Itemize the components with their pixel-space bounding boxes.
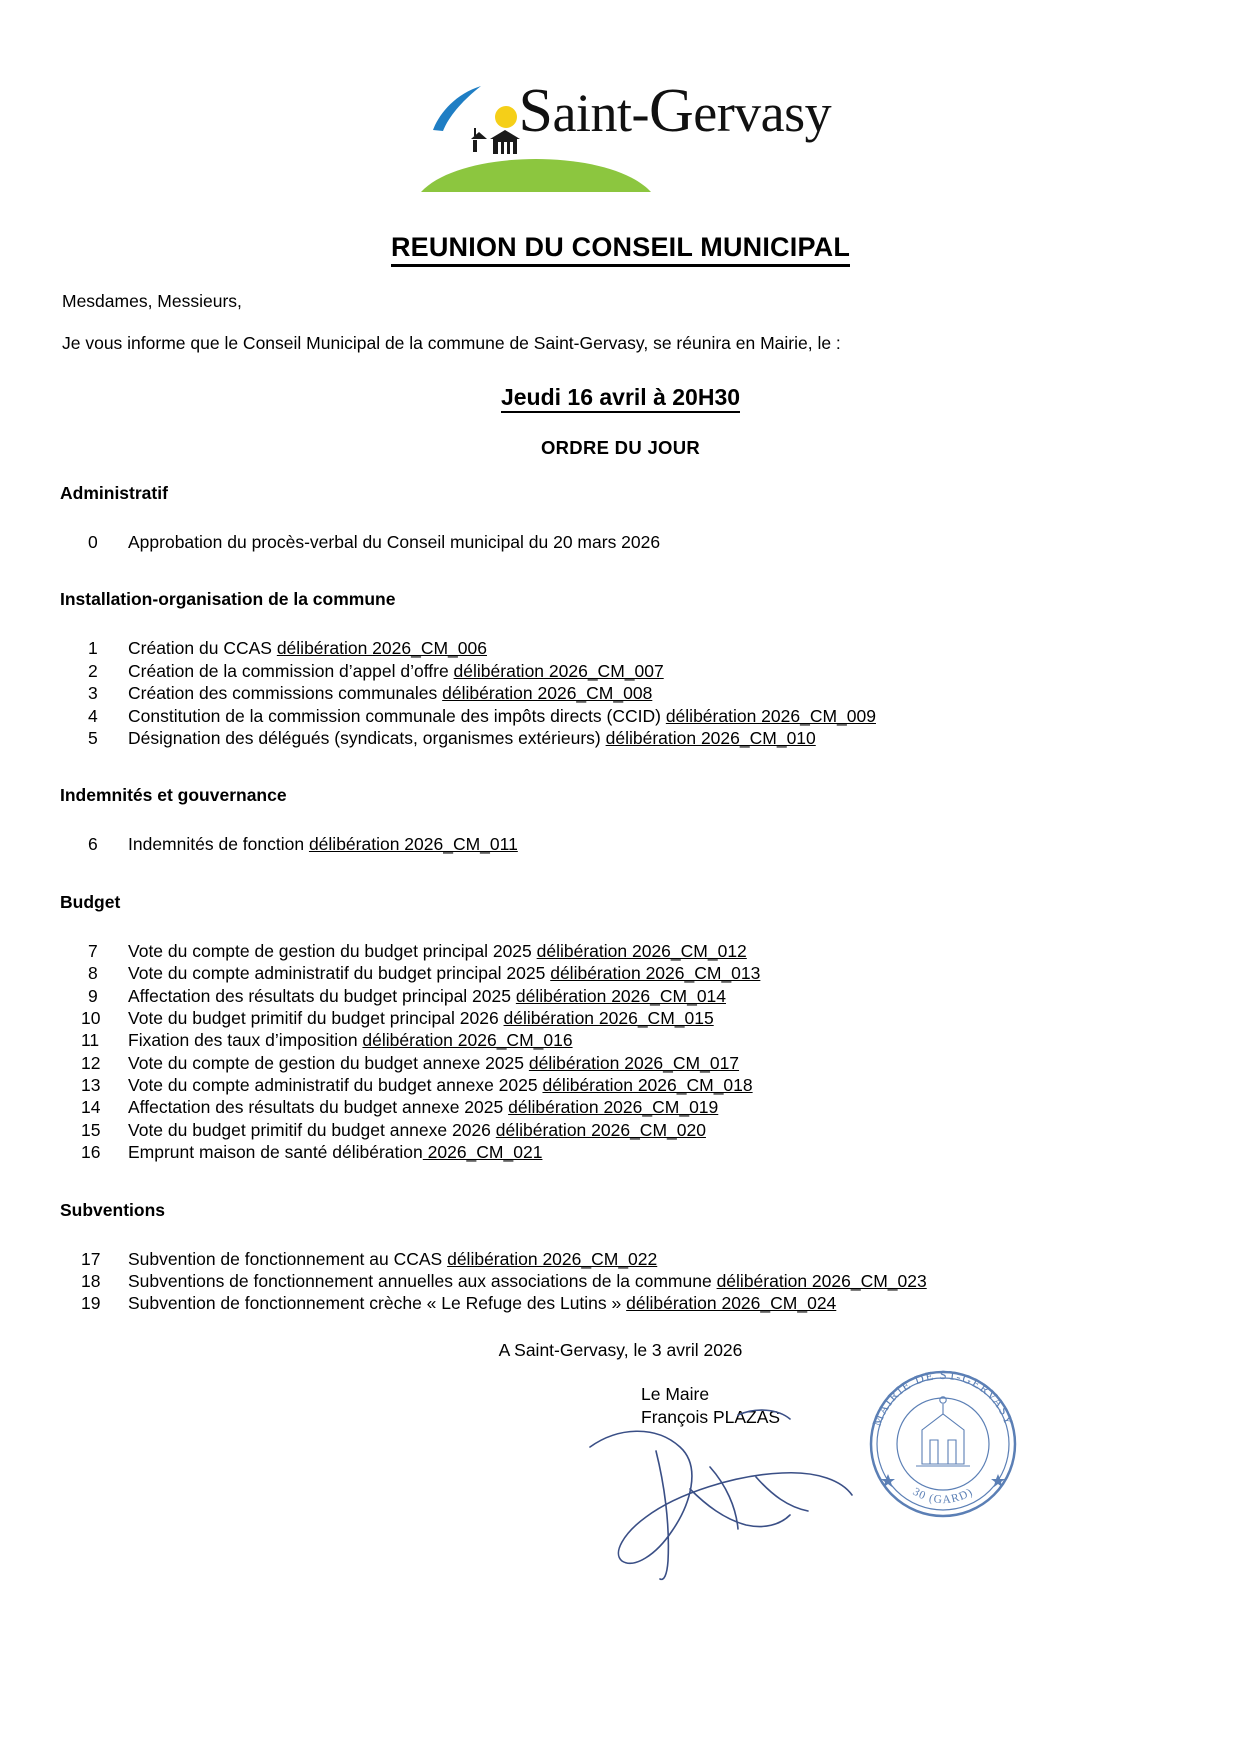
agenda-item-number: 3 bbox=[88, 683, 98, 704]
svg-text:MAIRIE DE ST-GERVASY: MAIRIE DE ST-GERVASY bbox=[869, 1367, 1017, 1429]
logo-text-ervasy: ervasy bbox=[693, 83, 832, 143]
deliberation-reference-link[interactable]: délibération 2026_CM_020 bbox=[495, 1119, 706, 1140]
spacer bbox=[0, 913, 1241, 940]
deliberation-reference-link[interactable]: délibération 2026_CM_023 bbox=[716, 1271, 927, 1292]
agenda-sections bbox=[0, 483, 1241, 1351]
meeting-date-text: Jeudi 16 avril à 20H30 bbox=[501, 384, 740, 413]
spacer bbox=[0, 856, 1241, 892]
agenda-item-text-wrapper bbox=[128, 1270, 927, 1292]
agenda-item-number: 14 bbox=[81, 1097, 101, 1118]
agenda-item-label: Affectation des résultats du budget annexe 2025 bbox=[128, 1097, 509, 1118]
agenda-item-label: Vote du budget primitif du budget principal 2026 bbox=[128, 1007, 504, 1028]
agenda-item bbox=[0, 637, 1241, 659]
agenda-item-label: Vote du compte de gestion du budget principal 2025 bbox=[128, 940, 537, 961]
agenda-item-label: Subventions de fonctionnement annuelles aux associations de la commune bbox=[128, 1271, 717, 1292]
agenda-item-label: Emprunt maison de santé délibération bbox=[128, 1142, 423, 1163]
deliberation-reference-link[interactable]: délibération 2026_CM_012 bbox=[536, 940, 747, 961]
agenda-item-label: Constitution de la commission communale des impôts directs (CCID) bbox=[128, 705, 666, 726]
logo-text-aint: aint- bbox=[552, 83, 649, 143]
spacer bbox=[0, 1164, 1241, 1200]
agenda-item-label: Subvention de fonctionnement crèche « Le Refuge des Lutins » bbox=[128, 1293, 627, 1314]
agenda-item-text-wrapper bbox=[128, 962, 760, 984]
agenda-item bbox=[0, 1074, 1241, 1096]
agenda-item-text-wrapper bbox=[128, 940, 747, 962]
agenda-item bbox=[0, 1270, 1241, 1292]
deliberation-reference-link[interactable]: délibération 2026_CM_022 bbox=[447, 1248, 658, 1269]
agenda-item-number: 16 bbox=[81, 1142, 101, 1163]
spacer bbox=[0, 553, 1241, 589]
page-title-text: REUNION DU CONSEIL MUNICIPAL bbox=[391, 232, 850, 267]
agenda-item bbox=[0, 1248, 1241, 1270]
agenda-item-text-wrapper bbox=[128, 1029, 573, 1051]
salutation-text: Mesdames, Messieurs, bbox=[62, 291, 242, 311]
agenda-section bbox=[0, 1200, 1241, 1351]
agenda-item bbox=[0, 727, 1241, 749]
agenda-item-text-wrapper bbox=[128, 531, 660, 553]
deliberation-reference-link[interactable]: délibération 2026_CM_009 bbox=[665, 705, 876, 726]
agenda-item-number: 11 bbox=[81, 1030, 100, 1051]
agenda-item-label: Subvention de fonctionnement au CCAS bbox=[128, 1248, 448, 1269]
intro-paragraph: Je vous informe que le Conseil Municipal de la commune de Saint-Gervasy, se réunira en Mairie, le : bbox=[62, 333, 841, 353]
deliberation-reference-link[interactable]: délibération 2026_CM_006 bbox=[276, 638, 487, 659]
agenda-item bbox=[0, 531, 1241, 553]
place-and-date: A Saint-Gervasy, le 3 avril 2026 bbox=[498, 1340, 743, 1360]
agenda-item-number: 18 bbox=[81, 1271, 101, 1292]
agenda-item-number: 8 bbox=[88, 963, 98, 984]
agenda-item-label: Vote du compte administratif du budget annexe 2025 bbox=[128, 1075, 543, 1096]
agenda-item-text-wrapper bbox=[128, 985, 726, 1007]
agenda-item bbox=[0, 1052, 1241, 1074]
agenda-item bbox=[0, 1119, 1241, 1141]
deliberation-reference-link[interactable]: délibération 2026_CM_018 bbox=[542, 1075, 753, 1096]
agenda-item-label: Désignation des délégués (syndicats, organismes extérieurs) bbox=[128, 727, 606, 748]
agenda-item-text-wrapper bbox=[128, 1052, 739, 1074]
agenda-item-number: 6 bbox=[88, 834, 98, 855]
agenda-item-number: 12 bbox=[81, 1052, 101, 1073]
logo-wordmark bbox=[519, 76, 832, 147]
deliberation-reference-link[interactable]: délibération 2026_CM_017 bbox=[528, 1052, 740, 1073]
agenda-item-label: Création des commissions communales bbox=[128, 683, 443, 704]
deliberation-reference-link[interactable]: délibération 2026_CM_014 bbox=[515, 985, 727, 1006]
agenda-item-number: 4 bbox=[88, 705, 98, 726]
agenda-item bbox=[0, 682, 1241, 704]
agenda-item-text-wrapper bbox=[128, 682, 652, 704]
agenda-item bbox=[0, 1007, 1241, 1029]
agenda-item-number: 1 bbox=[88, 638, 98, 659]
agenda-item-number: 15 bbox=[81, 1119, 101, 1140]
page-title bbox=[0, 232, 1241, 263]
agenda-item bbox=[0, 940, 1241, 962]
agenda-item-label: Approbation du procès-verbal du Conseil municipal du 20 mars 2026 bbox=[128, 532, 661, 552]
agenda-item-number: 0 bbox=[88, 532, 98, 552]
logo-letter-g: G bbox=[648, 77, 694, 145]
agenda-item bbox=[0, 985, 1241, 1007]
deliberation-reference-link[interactable]: délibération 2026_CM_024 bbox=[626, 1293, 837, 1314]
agenda-item-label: Vote du budget primitif du budget annexe 2026 bbox=[128, 1119, 496, 1140]
agenda-item-label: Vote du compte administratif du budget principal 2025 bbox=[128, 963, 551, 984]
deliberation-reference-link[interactable]: délibération 2026_CM_015 bbox=[503, 1007, 714, 1028]
agenda-item bbox=[0, 1292, 1241, 1314]
agenda-heading: ORDRE DU JOUR bbox=[540, 437, 701, 458]
agenda-item-number: 13 bbox=[81, 1075, 101, 1096]
green-hill-shape bbox=[421, 144, 651, 192]
signer-name: François PLAZAS bbox=[641, 1406, 781, 1427]
spacer bbox=[0, 504, 1241, 531]
deliberation-reference-link[interactable]: 2026_CM_021 bbox=[422, 1142, 543, 1163]
commune-logo bbox=[0, 78, 1241, 188]
agenda-item-list bbox=[0, 1248, 1241, 1315]
spacer bbox=[0, 1221, 1241, 1248]
agenda-item-number: 19 bbox=[81, 1293, 101, 1314]
agenda-item-text-wrapper bbox=[128, 1007, 714, 1029]
agenda-item bbox=[0, 1096, 1241, 1118]
spacer bbox=[0, 610, 1241, 637]
agenda-section bbox=[0, 892, 1241, 1200]
agenda-item-text-wrapper bbox=[128, 1292, 836, 1314]
signer-role: Le Maire bbox=[641, 1384, 710, 1404]
section-title: Installation-organisation de la commune bbox=[60, 589, 396, 610]
agenda-item-text-wrapper bbox=[128, 637, 487, 659]
deliberation-reference-link[interactable]: délibération 2026_CM_011 bbox=[308, 834, 518, 855]
swoosh-icon bbox=[429, 84, 489, 134]
agenda-item-text-wrapper bbox=[128, 1096, 718, 1118]
meeting-date bbox=[0, 384, 1241, 411]
agenda-item bbox=[0, 1141, 1241, 1163]
deliberation-reference-link[interactable]: délibération 2026_CM_010 bbox=[605, 727, 816, 748]
deliberation-reference-link[interactable]: délibération 2026_CM_013 bbox=[550, 963, 761, 984]
agenda-item-number: 17 bbox=[81, 1248, 101, 1269]
agenda-item-list bbox=[0, 531, 1241, 553]
agenda-item-number: 2 bbox=[88, 660, 98, 681]
agenda-item-label: Création du CCAS bbox=[128, 638, 277, 659]
agenda-item bbox=[0, 1029, 1241, 1051]
official-stamp bbox=[858, 1352, 1028, 1532]
agenda-item-label: Indemnités de fonction bbox=[128, 834, 309, 855]
agenda-item-text-wrapper bbox=[128, 1119, 706, 1141]
agenda-section bbox=[0, 589, 1241, 785]
deliberation-reference-link[interactable]: délibération 2026_CM_007 bbox=[453, 660, 664, 681]
section-title: Administratif bbox=[60, 483, 168, 503]
agenda-item-number: 5 bbox=[88, 727, 98, 748]
agenda-item-text-wrapper bbox=[128, 1248, 657, 1270]
agenda-section bbox=[0, 785, 1241, 891]
agenda-item bbox=[0, 833, 1241, 855]
agenda-item-list bbox=[0, 833, 1241, 855]
section-title: Budget bbox=[60, 891, 121, 912]
agenda-item-list bbox=[0, 637, 1241, 749]
deliberation-reference-link[interactable]: délibération 2026_CM_008 bbox=[442, 683, 653, 704]
agenda-item-number: 9 bbox=[88, 985, 98, 1006]
agenda-item-text-wrapper bbox=[128, 705, 876, 727]
deliberation-reference-link[interactable]: délibération 2026_CM_019 bbox=[508, 1097, 719, 1118]
agenda-item-text-wrapper bbox=[128, 833, 518, 855]
logo-letter-s: S bbox=[518, 77, 553, 145]
agenda-item bbox=[0, 705, 1241, 727]
agenda-item-text-wrapper bbox=[128, 660, 664, 682]
spacer bbox=[0, 806, 1241, 833]
agenda-section bbox=[0, 483, 1241, 589]
agenda-item-label: Affectation des résultats du budget principal 2025 bbox=[128, 985, 516, 1006]
agenda-item-text-wrapper bbox=[128, 1141, 542, 1163]
agenda-item bbox=[0, 660, 1241, 682]
agenda-item-label: Vote du compte de gestion du budget annexe 2025 bbox=[128, 1052, 529, 1073]
agenda-item-label: Création de la commission d’appel d’offre bbox=[128, 660, 454, 681]
agenda-item-number: 10 bbox=[81, 1007, 101, 1028]
sun-icon bbox=[495, 106, 517, 128]
agenda-item-label: Fixation des taux d’imposition bbox=[128, 1030, 363, 1051]
section-title: Indemnités et gouvernance bbox=[60, 785, 287, 806]
agenda-item-text-wrapper bbox=[128, 1074, 753, 1096]
agenda-item-text-wrapper bbox=[128, 727, 816, 749]
svg-text:30 (GARD): 30 (GARD) bbox=[910, 1485, 976, 1507]
agenda-item-list bbox=[0, 940, 1241, 1164]
agenda-item bbox=[0, 962, 1241, 984]
section-title: Subventions bbox=[60, 1199, 166, 1220]
signature-block bbox=[641, 1383, 780, 1429]
deliberation-reference-link[interactable]: délibération 2026_CM_016 bbox=[362, 1030, 573, 1051]
agenda-item-number: 7 bbox=[88, 940, 98, 961]
spacer bbox=[0, 749, 1241, 785]
